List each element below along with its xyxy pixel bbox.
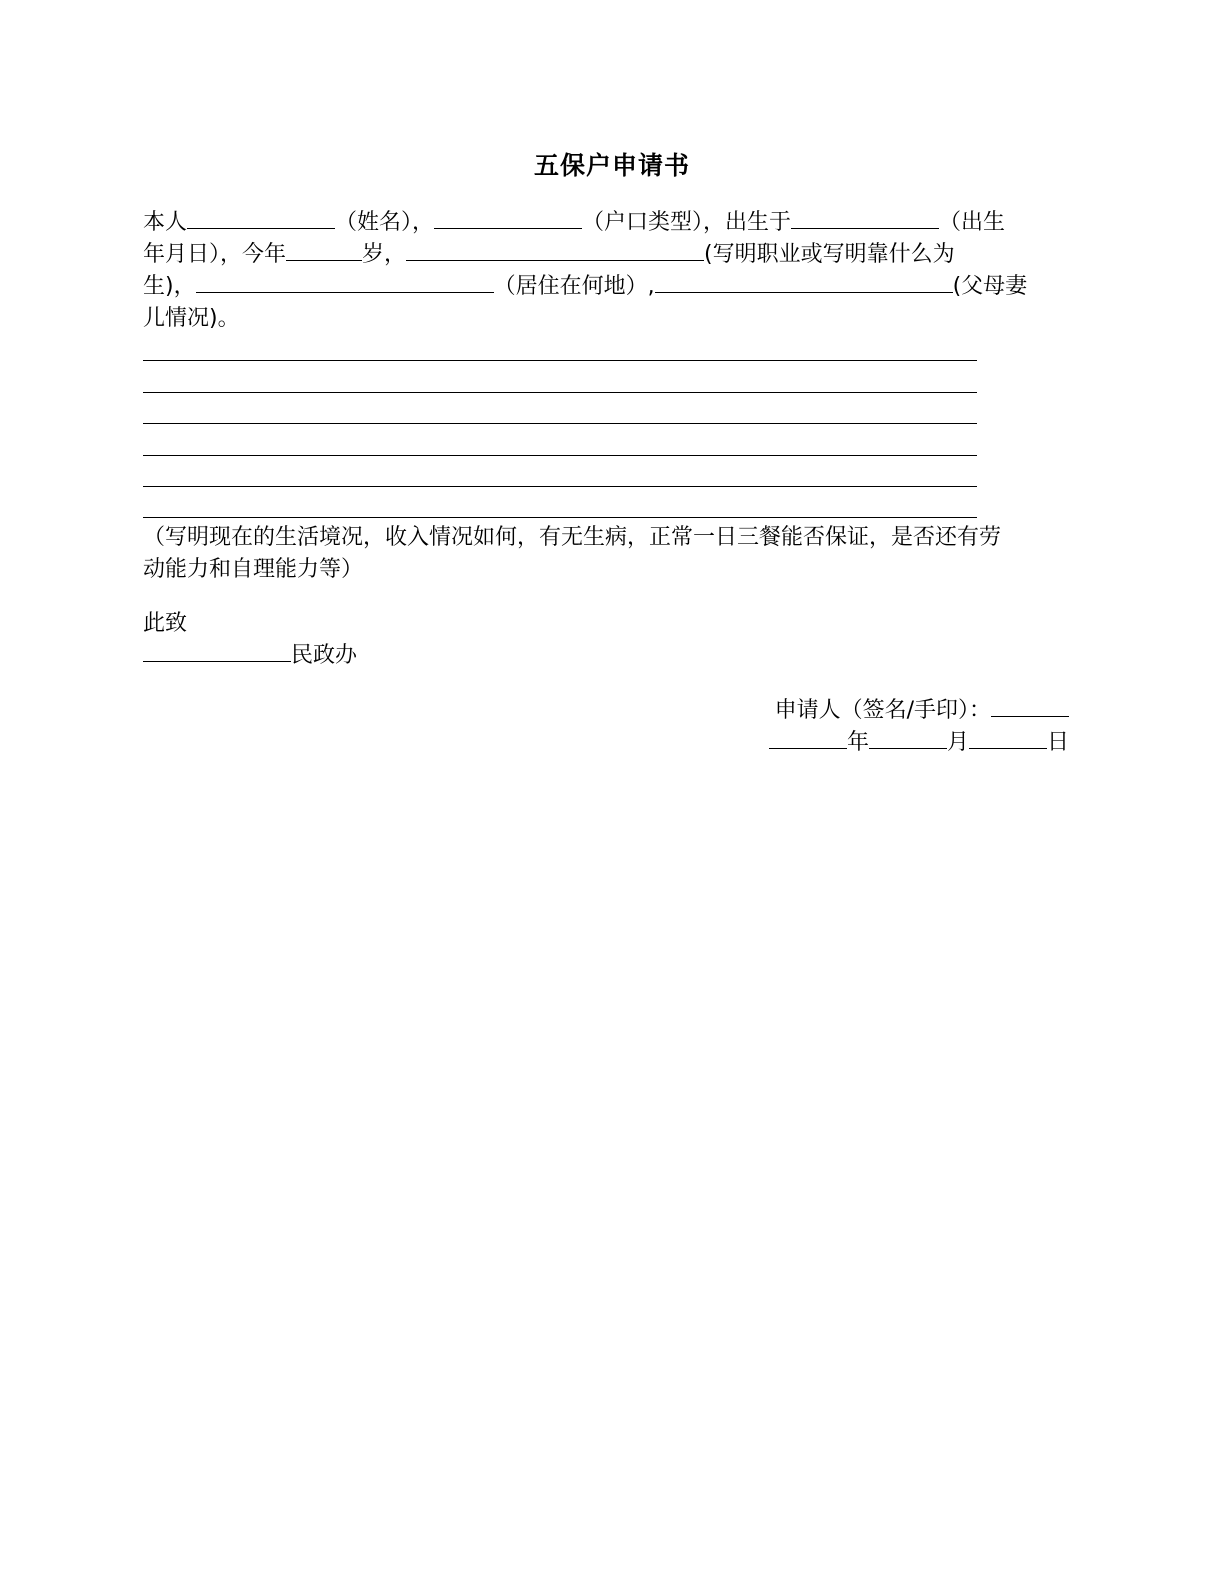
text-occupation-hint: (写明职业或写明靠什么为 (704, 242, 955, 267)
residence-blank[interactable] (196, 272, 494, 293)
paragraph-line-2 (143, 239, 955, 271)
month-blank[interactable] (869, 728, 947, 749)
age-blank[interactable] (286, 240, 362, 261)
recipient-line (143, 640, 357, 672)
signature-label: 申请人（签名/手印）： (774, 698, 991, 723)
text-residence-hint: （居住在何地）, (493, 274, 655, 299)
text-household-hint: （户口类型），出生于 (582, 210, 792, 235)
text-age-unit: 岁， (362, 242, 407, 267)
instruction-note-line-2: 动能力和自理能力等） (143, 557, 364, 582)
text-family-hint-cont: 儿情况)。 (143, 306, 240, 331)
day-label: 日 (1046, 730, 1069, 755)
birth-date-blank[interactable] (791, 208, 939, 229)
closing-text: 此致 (143, 611, 188, 636)
year-blank[interactable] (769, 728, 847, 749)
paragraph-line-4 (143, 303, 240, 335)
writing-line[interactable] (143, 392, 977, 393)
year-label: 年 (846, 730, 869, 755)
text-family-hint: (父母妻 (952, 274, 1028, 299)
date-line (769, 727, 1069, 759)
paragraph-line-1 (143, 207, 1005, 239)
office-blank[interactable] (143, 641, 291, 662)
writing-line[interactable] (143, 360, 977, 361)
paragraph-line-3 (143, 271, 1027, 303)
document-title: 五保户申请书 (533, 151, 690, 180)
text-birth-hint-cont: 年月日），今年 (143, 242, 287, 267)
signature-line (775, 695, 1069, 727)
office-suffix: 民政办 (291, 643, 358, 668)
writing-line[interactable] (143, 517, 977, 518)
month-label: 月 (946, 730, 969, 755)
family-status-blank[interactable] (655, 272, 953, 293)
writing-line[interactable] (143, 486, 977, 487)
text-ben-ren: 本人 (143, 210, 188, 235)
day-blank[interactable] (969, 728, 1047, 749)
text-birth-hint: （出生 (939, 210, 1006, 235)
name-blank[interactable] (187, 208, 335, 229)
text-occupation-hint-cont: 生)， (143, 274, 196, 299)
writing-line[interactable] (143, 423, 977, 424)
text-name-hint: （姓名）， (335, 210, 435, 235)
instruction-note-line-1: （写明现在的生活境况，收入情况如何，有无生病，正常一日三餐能否保证，是否还有劳 (143, 525, 1002, 550)
writing-line[interactable] (143, 455, 977, 456)
household-type-blank[interactable] (434, 208, 582, 229)
signature-blank[interactable] (991, 696, 1069, 717)
occupation-blank[interactable] (406, 240, 704, 261)
